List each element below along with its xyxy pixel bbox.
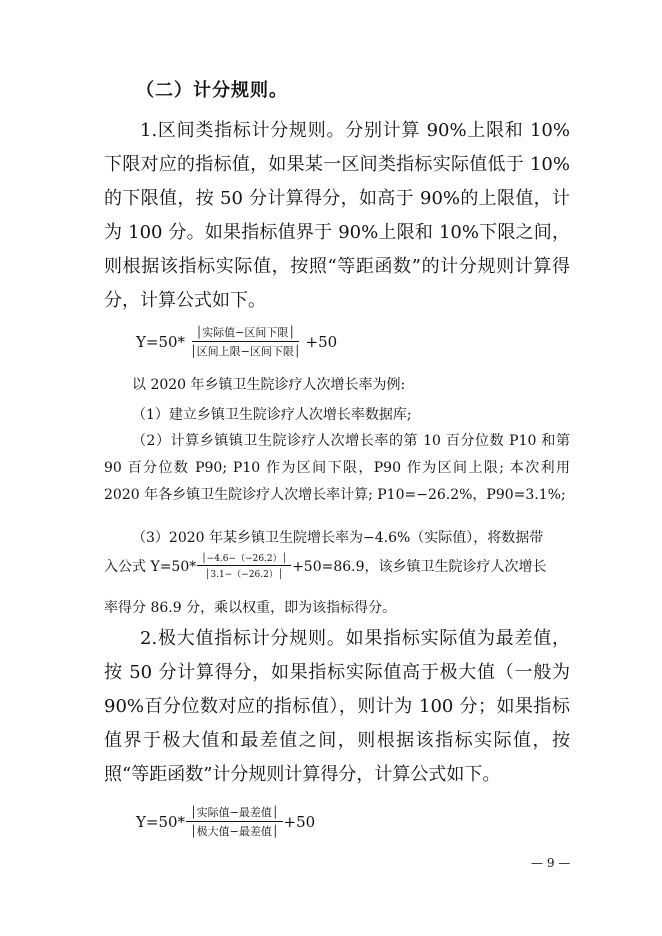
formula-numerator: │实际值−区间下限│	[192, 324, 299, 342]
example-formula-fraction	[197, 551, 291, 580]
formula-suffix: +50	[283, 812, 316, 831]
section-heading: （二）计分规则。	[136, 80, 288, 101]
example-formula-numerator: │−4.6−（−26.2）│	[197, 551, 291, 566]
formula-denominator: │区间上限−区间下限│	[190, 345, 301, 358]
example-step3-line3: 率得分 86.9 分，乘以权重，即为该指标得分。	[104, 600, 397, 616]
formula-suffix: +50	[305, 332, 338, 351]
page-number: — 9 —	[531, 856, 571, 870]
formula-numerator: │实际值−最差值│	[186, 804, 282, 822]
formula-prefix: Y=50*	[136, 812, 186, 831]
example-formula-prefix: 入公式 Y=50*	[104, 558, 197, 575]
example-formula-denominator: │3.1−（−26.2）│	[205, 570, 284, 580]
rule1-formula	[136, 324, 337, 359]
example-step2: （2）计算乡镇镇卫生院诊疗人次增长率的第 10 百分位数 P10 和第 90 百分位数 P90; P10 作为区间下限，P90 作为区间上限; 本次利用 2020 年各乡镇卫生院诊疗人次增长率计算; P10=−26.2%，P90=3.1%;	[104, 433, 570, 503]
formula-fraction	[186, 324, 304, 359]
rule1-paragraph: 1.区间类指标计分规则。分别计算 90%上限和 10%下限对应的指标值，如果某一区间类指标实际值低于 10%的下限值，按 50 分计算得分，如高于 90%的上限值，计为 100 分。如果指标值界于 90%上限和 10%下限之间，则根据该指标实际值，按照“等距函数”的计分规则计算得分，计算公式如下。	[104, 120, 570, 311]
rule2-formula	[136, 804, 315, 839]
example-intro: 以 2020 年乡镇卫生院诊疗人次增长率为例:	[132, 377, 406, 393]
formula-denominator: │极大值−最差值│	[190, 825, 279, 838]
rule2-paragraph: 2.极大值指标计分规则。如果指标实际值为最差值，按 50 分计算得分，如果指标实际值高于极大值（一般为 90%百分位数对应的指标值），则计为 100 分；如果指标值界于极大值和最差值之间，则根据该指标实际值，按照“等距函数”计分规则计算得分，计算公式如下。	[104, 628, 570, 785]
example-step3-line1: （3）2020 年某乡镇卫生院增长率为−4.6%（实际值），将数据带	[132, 530, 544, 546]
example-step3-formula-line	[104, 551, 547, 580]
formula-fraction	[186, 804, 282, 839]
formula-prefix: Y=50*	[136, 332, 186, 351]
example-step1: （1）建立乡镇卫生院诊疗人次增长率数据库;	[132, 407, 412, 423]
example-formula-suffix: +50=86.9，该乡镇卫生院诊疗人次增长	[292, 558, 547, 575]
